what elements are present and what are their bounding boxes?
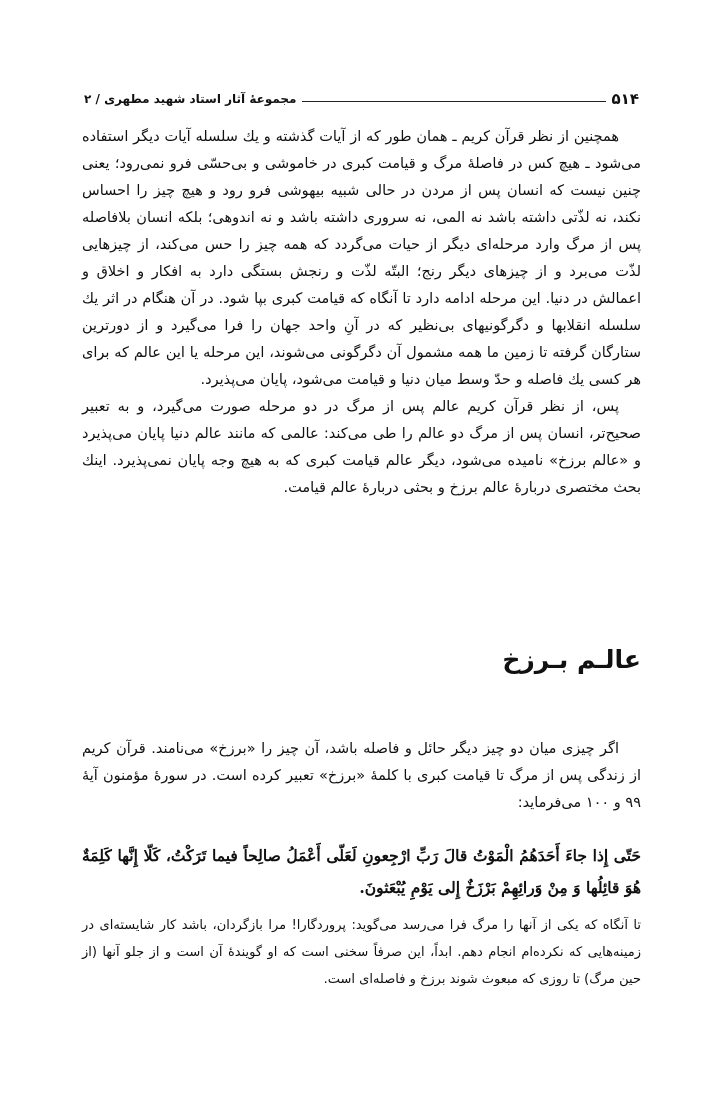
section-title: عالـم بـرزخ [502, 645, 641, 674]
header-rule [302, 101, 605, 102]
section-paragraph: اگر چیزی میان دو چیز دیگر حائل و فاصله باشد، آن چیز را «برزخ» می‌نامند. قرآن کریم از زندگی پس از مرگ تا قیامت کبری با کلمهٔ «برزخ» تعبیر کرده است. در سورهٔ مؤمنون آیهٔ ۹۹ و ۱۰۰ می‌فرماید: [82, 741, 641, 811]
intro-text [82, 124, 641, 502]
page-header [84, 88, 639, 110]
running-title: مجموعهٔ آثار استاد شهید مطهری / ۲ [84, 92, 297, 106]
verse-translation: تا آنگاه که یکی از آنها را مرگ فرا می‌رسد می‌گوید: پروردگارا! مرا بازگردان، باشد کار شایسته‌ای در زمینه‌هایی که نکرده‌ام انجام دهم. ابداً، این صرفاً سخنی است که او گویندهٔ آن است و از جلو آنها (از حین مرگ) تا روزی که مبعوث شوند برزخ و فاصله‌ای است. [82, 918, 641, 987]
paragraph: همچنین از نظر قرآن کریم ـ همان طور که از آیات گذشته و یك سلسله آیات دیگر استفاده می‌شود ـ هیچ کس در فاصلهٔ مرگ و قیامت کبری در خاموشی و بی‌حسّی فرو نمی‌رود؛ یعنی چنین نیست که انسان پس از مردن در حالی شبیه بیهوشی فرو رود و هیچ چیز را احساس نکند، نه لذّتی داشته باشد نه المی، نه سروری داشته باشد و نه اندوهی؛ بلکه انسان بلافاصله پس از مرگ وارد مرحله‌ای دیگر از حیات می‌گردد که همه چیز را حس می‌کند، از چیزهایی لذّت می‌برد و از چیزهای دیگر رنج؛ البتّه لذّت و رنجش بستگی دارد به افکار و اخلاق و اعمالش در دنیا. این مرحله ادامه دارد تا آنگاه که قیامت کبری بپا شود. در آن هنگام در اثر یك سلسله انقلابها و دگرگونیهای بی‌نظیر که در آنِ واحد جهان را فرا می‌گیرد و از دورترین ستارگان گرفته تا زمین ما همه مشمول آن دگرگونی می‌شوند، این مرحله یا این عالم که برای هر کسی یك فاصله و حدّ وسط میان دنیا و قیامت می‌شود، پایان می‌پذیرد. [82, 129, 641, 388]
paragraph: پس، از نظر قرآن کریم عالم پس از مرگ در دو مرحله صورت می‌گیرد، و به تعبیر صحیح‌تر، انسان پس از مرگ دو عالم را طی می‌کند: عالمی که مانند عالم دنیا پایان می‌پذیرد و «عالم برزخ» نامیده می‌شود، دیگر عالم قیامت کبری که به هیچ وجه پایان نمی‌پذیرد. اینك بحث مختصری دربارهٔ عالم برزخ و بحثی دربارهٔ عالم قیامت. [82, 399, 641, 496]
quran-verse: حَتّی إِذا جاءَ أَحَدَهُمُ الْمَوْتُ قالَ رَبِّ ارْجِعونِ لَعَلّی أَعْمَلُ صالِحاً فیما تَرَکْتُ، کَلّا إِنَّها کَلِمَةٌ هُوَ قائِلُها وَ مِنْ وَرائِهِمْ بَرْزَخٌ إِلی یَوْمِ یُبْعَثونَ. [82, 846, 641, 897]
page-number: ۵۱۴ [611, 90, 639, 108]
